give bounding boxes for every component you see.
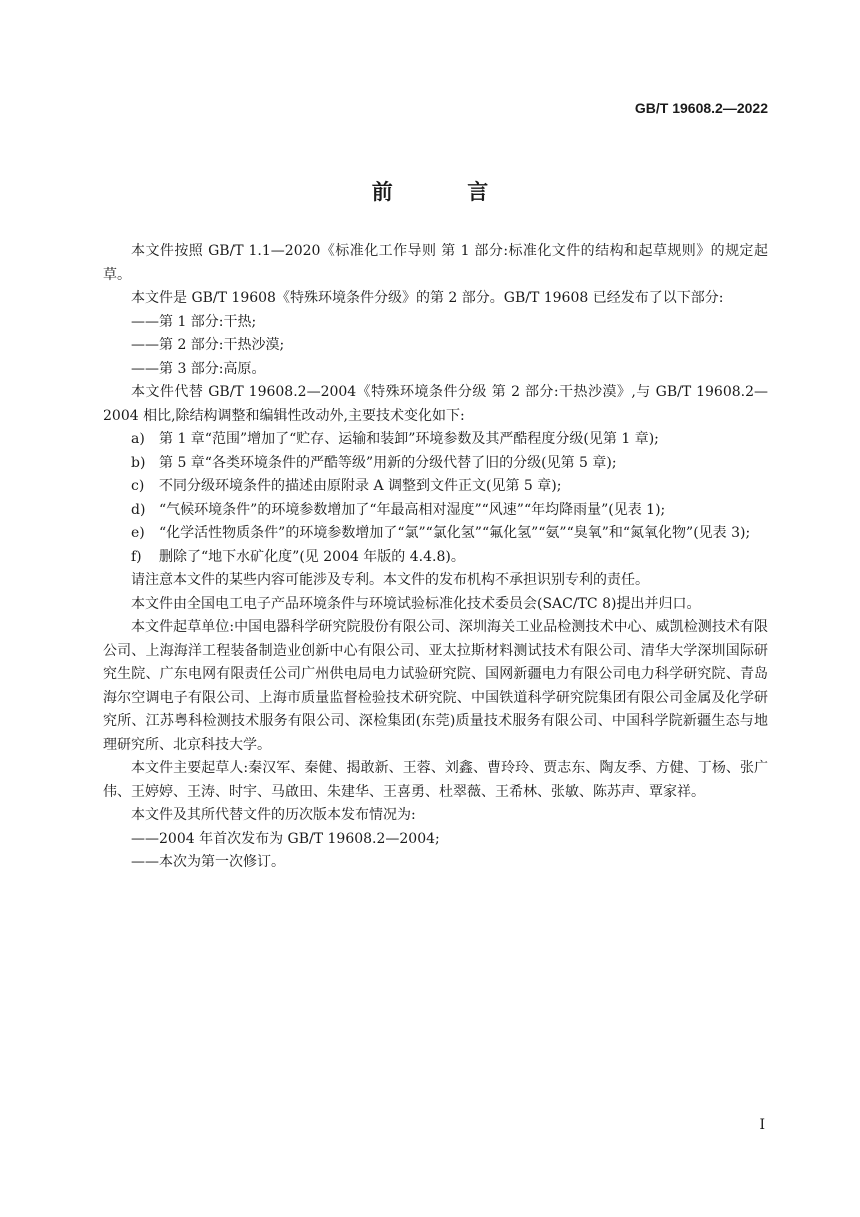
paragraph-replacement: 本文件代替 GB/T 19608.2—2004《特殊环境条件分级 第 2 部分:干热沙漠》,与 GB/T 19608.2—2004 相比,除结构调整和编辑性改动外,主要技术变化如下: [103,384,768,424]
change-item-label: a) [131,431,145,447]
part-list-item: ——第 1 部分:干热; [131,313,257,330]
change-item-label: e) [131,525,145,541]
change-item-text: 删除了“地下水矿化度”(见 2004 年版的 4.4.8)。 [159,548,465,565]
change-item-text: 不同分级环境条件的描述由原附录 A 调整到文件正文(见第 5 章); [159,478,562,494]
document-body [103,240,768,875]
change-item-text: 第 1 章“范围”增加了“贮存、运输和装卸”环境参数及其严酷程度分级(见第 1 章); [159,431,659,447]
change-item [103,522,768,546]
change-item [103,428,768,452]
page-number: I [759,1117,765,1133]
paragraph-history-intro: 本文件及其所代替文件的历次版本发布情况为: [131,807,416,823]
paragraph-series-intro: 本文件是 GB/T 19608《特殊环境条件分级》的第 2 部分。GB/T 19608 已经发布了以下部分: [131,290,724,306]
standard-number: GB/T 19608.2—2022 [634,100,768,116]
change-item-label: d) [131,501,146,518]
change-item-text: 第 5 章“各类环境条件的严酷等级”用新的分级代替了旧的分级(见第 5 章); [159,454,617,471]
change-item-label: f) [131,548,142,565]
part-list-item: ——第 2 部分:干热沙漠; [131,337,285,353]
paragraph-drafting-units: 本文件起草单位:中国电器科学研究院股份有限公司、深圳海关工业品检测技术中心、威凯检测技术有限公司、上海海洋工程装备制造业创新中心有限公司、亚太拉斯材料测试技术有限公司、清华大学深圳国际研究生院、广东电网有限责任公司广州供电局电力试验研究院、国网新疆电力有限公司电力科学研究院、青岛海尔空调电子有限公司、上海市质量监督检验技术研究院、中国铁道科学研究院集团有限公司金属及化学研究所、江苏粤科检测技术服务有限公司、深检集团(东莞)质量技术服务有限公司、中国科学院新疆生态与地理研究所、北京科技大学。 [103,619,768,753]
change-item-label: c) [131,478,145,494]
paragraph-patent-notice: 请注意本文件的某些内容可能涉及专利。本文件的发布机构不承担识别专利的责任。 [131,572,649,588]
paragraph-drafters: 本文件主要起草人:秦汉军、秦健、揭敢新、王蓉、刘鑫、曹玲玲、贾志东、陶友季、方健、丁杨、张广伟、王婷婷、王涛、时宇、马啟田、朱建华、王喜勇、杜翠薇、王希林、张敏、陈苏声、覃家祥。 [103,760,768,800]
change-item [103,452,768,476]
paragraph-proposer: 本文件由全国电工电子产品环境条件与环境试验标准化技术委员会(SAC/TC 8)提出并归口。 [131,595,701,612]
part-list-item: ——第 3 部分:高原。 [131,360,266,377]
change-item [103,499,768,523]
history-list-item: ——2004 年首次发布为 GB/T 19608.2—2004; [131,830,440,847]
page-title: 前 言 [371,180,522,204]
history-list-item: ——本次为第一次修订。 [131,854,285,870]
change-item [103,546,768,570]
change-item [103,475,768,499]
change-item-text: “化学活性物质条件”的环境参数增加了“氯”“氯化氢”“氟化氢”“氨”“臭氧”和“氮氧化物”(见表 3); [159,525,751,541]
change-item-text: “气候环境条件”的环境参数增加了“年最高相对湿度”“风速”“年均降雨量”(见表 1); [159,501,666,518]
change-item-label: b) [131,454,146,471]
paragraph-drafting-basis: 本文件按照 GB/T 1.1—2020《标准化工作导则 第 1 部分:标准化文件的结构和起草规则》的规定起草。 [103,243,768,283]
